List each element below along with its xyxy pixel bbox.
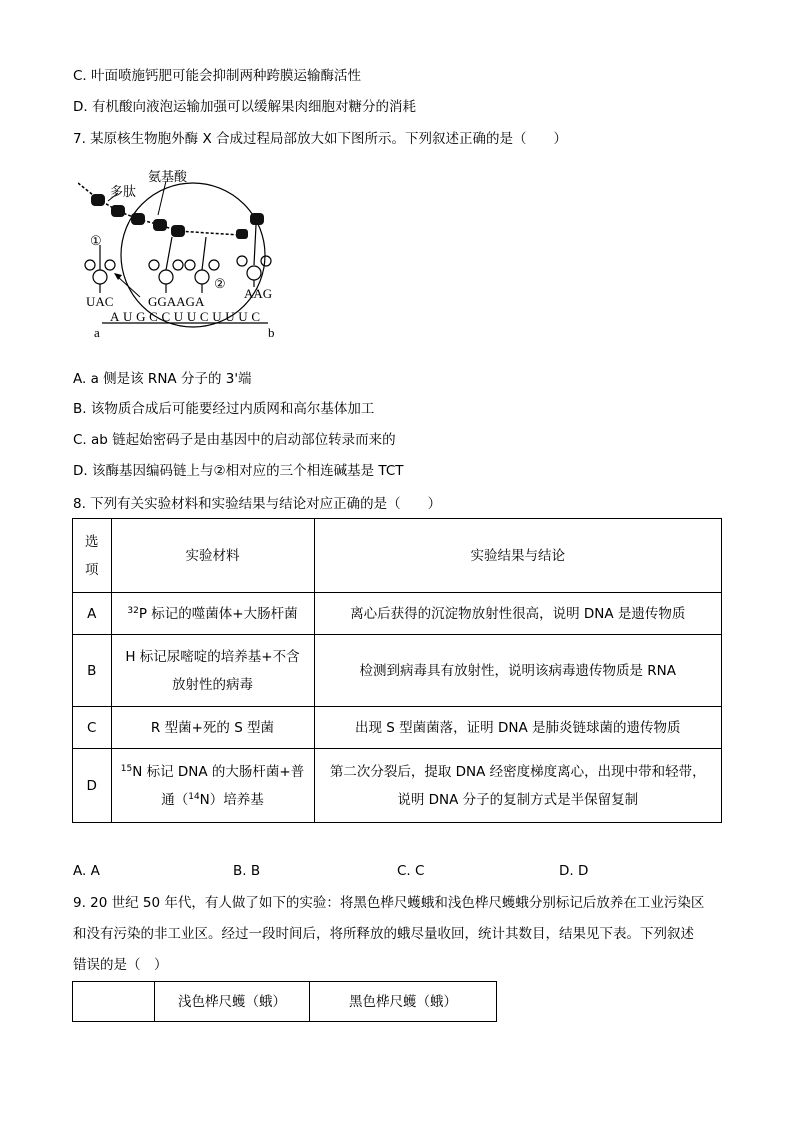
table-row: [73, 707, 722, 749]
material-line-2: 放射性的病毒: [172, 676, 253, 693]
leader-line-amino-acid: [158, 181, 166, 215]
row-result: 检测到病毒具有放射性，说明该病毒遗传物质是 RNA: [314, 635, 722, 707]
row-option: C: [73, 707, 112, 749]
row-material: R 型菌+死的 S 型菌: [111, 707, 314, 749]
anticodon-3: AAG: [244, 286, 273, 301]
material-line-2: [118, 786, 308, 814]
row-material: [111, 635, 314, 707]
table-header-row: [73, 982, 497, 1022]
peptide-residue: [171, 225, 185, 237]
row-material: [111, 749, 314, 823]
header-result: 实验结果与结论: [314, 519, 722, 593]
q9-stem-line-1: 9. 20 世纪 50 年代，有人做了如下的实验：将黑色桦尺蠖蛾和浅色桦尺蠖蛾分别标记后放养在工业污染区: [73, 895, 705, 911]
q6-option-d: D. 有机酸向液泡运输加强可以缓解果肉细胞对糖分的消耗: [73, 99, 416, 115]
anticodon-1: UAC: [86, 294, 114, 309]
table-row: [73, 749, 722, 823]
header-blank: [73, 982, 155, 1022]
peptide-residue: [131, 213, 145, 225]
material-text: N）培养基: [199, 791, 264, 808]
q8-option-a: A. A: [73, 863, 100, 879]
table-row: [73, 593, 722, 635]
isotope-mass: 32: [127, 605, 139, 616]
q6-option-c: C. 叶面喷施钙肥可能会抑制两种跨膜运输酶活性: [73, 68, 362, 84]
isotope-mass: 15: [120, 763, 133, 774]
q8-option-c: C. C: [397, 863, 425, 879]
q7-option-d: D. 该酶基因编码链上与②相对应的三个相连碱基是 TCT: [73, 463, 404, 479]
q8-options: [73, 861, 673, 881]
q9-table: [72, 981, 497, 1022]
result-line-2: 说明 DNA 分子的复制方式是半保留复制: [397, 791, 639, 808]
table-header-row: [73, 519, 722, 593]
peptide-residue: [153, 219, 167, 231]
label-2: ②: [214, 276, 226, 291]
row-result: 离心后获得的沉淀物放射性很高，说明 DNA 是遗传物质: [314, 593, 722, 635]
mrna-end-a: a: [94, 325, 100, 340]
q7-option-a: A. a 侧是该 RNA 分子的 3'端: [73, 371, 252, 387]
material-text: N 标记 DNA 的大肠杆菌+普: [132, 763, 305, 780]
q7-stem: 7. 某原核生物胞外酶 X 合成过程局部放大如下图所示。下列叙述正确的是（ ）: [73, 131, 568, 147]
mrna-sequence: AUGCCUUCUUUC: [110, 309, 260, 324]
row-option: D: [73, 749, 112, 823]
material-line-1: [118, 758, 308, 786]
row-option: B: [73, 635, 112, 707]
header-dark-moth: 黑色桦尺蠖（蛾）: [310, 982, 497, 1022]
label-amino-acid: 氨基酸: [148, 169, 188, 184]
label-peptide: 多肽: [110, 184, 137, 199]
trna-2: [149, 237, 183, 293]
q8-stem: 8. 下列有关实验材料和实验结果与结论对应正确的是（ ）: [73, 496, 442, 512]
label-1: ①: [90, 233, 102, 248]
result-line-1: 第二次分裂后，提取 DNA 经密度梯度离心，出现中带和轻带，: [329, 763, 706, 780]
q7-option-b: B. 该物质合成后可能要经过内质网和高尔基体加工: [73, 401, 375, 417]
q8-option-d: D. D: [559, 863, 589, 879]
q8-option-b: B. B: [233, 863, 261, 879]
material-line-1: H 标记尿嘧啶的培养基+不含: [125, 648, 300, 665]
peptide-residue: [111, 205, 125, 217]
amino-acid: [250, 213, 264, 225]
mrna-end-b: b: [268, 325, 275, 340]
material-text: P 标记的噬菌体+大肠杆菌: [138, 605, 298, 622]
q9-stem-line-2: 和没有污染的非工业区。经过一段时间后，将所释放的蛾尽量收回，统计其数目，结果见下表。下列叙述: [73, 926, 694, 942]
q7-option-c: C. ab 链起始密码子是由基因中的启动部位转录而来的: [73, 432, 396, 448]
anticodon-2: GGAAGA: [148, 294, 205, 309]
trna-1: [85, 245, 115, 293]
header-light-moth: 浅色桦尺蠖（蛾）: [155, 982, 310, 1022]
q8-table: [72, 518, 722, 823]
material-text: 通（: [161, 791, 189, 808]
peptide-residue: [236, 229, 248, 239]
row-result: 出现 S 型菌菌落，证明 DNA 是肺炎链球菌的遗传物质: [314, 707, 722, 749]
q9-stem-line-3: 错误的是（ ）: [73, 957, 168, 973]
row-option: A: [73, 593, 112, 635]
header-material: 实验材料: [111, 519, 314, 593]
table-row: [73, 635, 722, 707]
translation-diagram: [78, 165, 288, 345]
row-result: [314, 749, 722, 823]
header-option: 选项: [73, 519, 112, 593]
pointer-arrow: [118, 277, 140, 297]
peptide-residue: [91, 194, 105, 206]
isotope-mass: 14: [188, 791, 200, 802]
row-material: [111, 593, 314, 635]
